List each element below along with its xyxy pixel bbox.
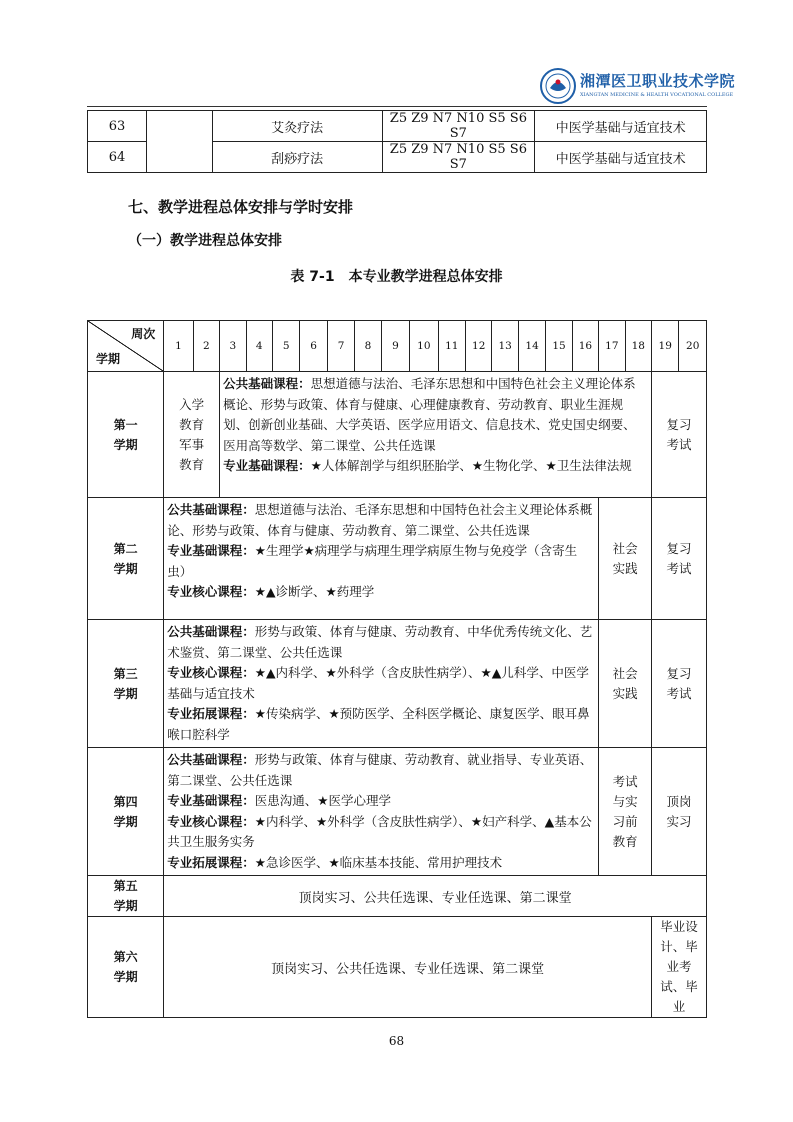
page-number: 68 xyxy=(388,1034,405,1048)
week-number-16: 16 xyxy=(572,321,598,372)
week-number-17: 17 xyxy=(599,321,625,372)
course-items: ★内科学、★外科学（含皮肤性病学）、★妇产科学、▲基本公共卫生服务实务 xyxy=(167,813,592,849)
exam-text: 复习考试 xyxy=(666,665,692,701)
week-number-9: 9 xyxy=(381,321,409,372)
college-name-cn: 湘潭医卫职业技术学院 xyxy=(580,72,736,90)
course-line xyxy=(167,853,595,874)
term-exam xyxy=(652,748,707,876)
term-end-text: 毕业设计、毕业考试、毕业 xyxy=(660,919,698,1014)
course-category: 公共基础课程： xyxy=(167,502,255,517)
course-category: 专业基础课程： xyxy=(167,543,255,558)
row-number: 63 xyxy=(88,111,147,142)
week-number-14: 14 xyxy=(518,321,545,372)
term-name xyxy=(88,876,164,917)
week-number-10: 10 xyxy=(410,321,438,372)
related-course: 中医学基础与适宜技术 xyxy=(535,142,707,173)
week-number-7: 7 xyxy=(327,321,354,372)
term-practice xyxy=(599,748,652,876)
corner-week-label: 周次 xyxy=(131,327,156,341)
header-rule xyxy=(87,106,707,107)
course-category: 专业基础课程： xyxy=(167,793,255,808)
exam-text: 复习考试 xyxy=(666,540,692,576)
week-number-8: 8 xyxy=(355,321,381,372)
term-name xyxy=(88,498,164,620)
course-category: 专业核心课程： xyxy=(167,665,255,680)
term-end-activity xyxy=(652,917,707,1018)
course-line xyxy=(223,374,648,456)
course-items: ★传染病学、★预防医学、全科医学概论、康复医学、眼耳鼻喉口腔科学 xyxy=(167,706,590,742)
course-items: 形势与政策、体育与健康、劳动教育、中华优秀传统文化、艺术鉴赏、第二课堂、公共任选课 xyxy=(167,624,593,660)
week-number-4: 4 xyxy=(246,321,272,372)
course-category: 公共基础课程： xyxy=(167,752,255,767)
term-row xyxy=(88,620,707,748)
week-number-15: 15 xyxy=(546,321,572,372)
practice-text: 考试与实习前教育 xyxy=(612,773,638,849)
subsection-title: （一）教学进程总体安排 xyxy=(128,233,282,249)
term-row xyxy=(88,876,707,917)
course-line xyxy=(167,500,595,541)
college-name-en: XIANGTAN MEDICINE & HEALTH VOCATIONAL COLLEGE xyxy=(580,92,734,98)
week-number-1: 1 xyxy=(164,321,193,372)
course-items: 形势与政策、体育与健康、劳动教育、就业指导、专业英语、第二课堂、公共任选课 xyxy=(167,752,593,788)
blank-cell xyxy=(146,111,212,173)
skill-codes: Z5 Z9 N7 N10 S5 S6 S7 xyxy=(382,111,535,142)
course-list xyxy=(220,372,652,498)
week-number-12: 12 xyxy=(466,321,492,372)
term-name-text: 第四学期 xyxy=(113,794,138,829)
term-row xyxy=(88,748,707,876)
course-line xyxy=(167,704,595,745)
skill-name: 艾灸疗法 xyxy=(212,111,382,142)
term-orientation xyxy=(164,372,220,498)
course-items: ★人体解剖学与组织胚胎学、★生物化学、★卫生法律法规 xyxy=(310,458,632,473)
college-emblem-icon xyxy=(540,68,576,104)
term-name xyxy=(88,748,164,876)
term-exam xyxy=(652,498,707,620)
term-name-text: 第六学期 xyxy=(113,950,138,984)
course-items: 思想道德与法治、毛泽东思想和中国特色社会主义理论体系概论、形势与政策、体育与健康、心理健康教育、劳动教育、职业生涯规划、创新创业基础、大学英语、医学应用语文、信息技术、党史国史纲要、医用高等数学、第二课堂、公共任选课 xyxy=(223,376,636,453)
week-number-11: 11 xyxy=(438,321,465,372)
table-row xyxy=(88,111,707,142)
term-exam xyxy=(652,620,707,748)
course-items: 医患沟通、★医学心理学 xyxy=(254,793,391,808)
course-line xyxy=(167,622,595,663)
course-line xyxy=(167,582,595,603)
term-row xyxy=(88,498,707,620)
exam-text: 复习考试 xyxy=(666,416,692,452)
course-items: ★▲诊断学、★药理学 xyxy=(254,584,375,599)
course-list xyxy=(164,748,599,876)
course-items: ★急诊医学、★临床基本技能、常用护理技术 xyxy=(254,854,503,870)
week-number-5: 5 xyxy=(272,321,299,372)
course-line xyxy=(167,663,595,704)
course-category: 公共基础课程： xyxy=(167,624,255,639)
week-number-20: 20 xyxy=(679,321,707,372)
course-category: 公共基础课程： xyxy=(223,376,311,391)
schedule-header-row xyxy=(88,321,707,372)
course-category: 专业基础课程： xyxy=(223,458,311,473)
term-name xyxy=(88,917,164,1018)
skill-codes: Z5 Z9 N7 N10 S5 S6 S7 xyxy=(382,142,535,173)
course-line xyxy=(167,791,595,812)
course-items: ★生理学★病理学与病理生理学病原生物与免疫学（含寄生虫） xyxy=(167,543,578,579)
orientation-text: 入学教育军事教育 xyxy=(179,396,205,472)
term-name-text: 第一学期 xyxy=(113,417,138,452)
section-title: 七、教学进程总体安排与学时安排 xyxy=(128,198,354,216)
course-mapping-table xyxy=(87,110,707,173)
teaching-schedule-table xyxy=(87,320,707,1018)
term-name xyxy=(88,372,164,498)
course-items: ★▲内科学、★外科学（含皮肤性病学）、★▲儿科学、中医学基础与适宜技术 xyxy=(167,665,589,701)
week-number-3: 3 xyxy=(220,321,246,372)
term-name-text: 第三学期 xyxy=(113,666,138,701)
course-line xyxy=(167,812,595,853)
table-caption: 表 7-1 本专业教学进程总体安排 xyxy=(290,269,503,285)
corner-diagonal xyxy=(88,321,163,371)
course-line xyxy=(167,541,595,582)
term-practice xyxy=(599,498,652,620)
course-line xyxy=(223,456,648,477)
term-activities: 顶岗实习、公共任选课、专业任选课、第二课堂 xyxy=(164,876,707,917)
week-number-2: 2 xyxy=(193,321,219,372)
college-logo xyxy=(540,68,736,104)
skill-name: 刮痧疗法 xyxy=(212,142,382,173)
term-name-text: 第五学期 xyxy=(113,879,138,913)
exam-text: 顶岗实习 xyxy=(666,793,692,829)
course-list xyxy=(164,620,599,748)
week-number-18: 18 xyxy=(625,321,651,372)
course-line xyxy=(167,750,595,791)
row-number: 64 xyxy=(88,142,147,173)
course-category: 专业拓展课程： xyxy=(167,706,255,721)
term-practice xyxy=(599,620,652,748)
term-activities: 顶岗实习、公共任选课、专业任选课、第二课堂 xyxy=(164,917,652,1018)
week-number-19: 19 xyxy=(652,321,679,372)
corner-cell xyxy=(88,321,164,372)
term-name-text: 第二学期 xyxy=(113,541,138,576)
course-category: 专业核心课程： xyxy=(167,584,255,599)
practice-text: 社会实践 xyxy=(612,665,638,701)
related-course: 中医学基础与适宜技术 xyxy=(535,111,707,142)
term-name xyxy=(88,620,164,748)
week-number-13: 13 xyxy=(492,321,518,372)
term-exam xyxy=(652,372,707,498)
term-row xyxy=(88,917,707,1018)
course-category: 专业拓展课程： xyxy=(167,854,255,870)
term-row xyxy=(88,372,707,498)
course-category: 专业核心课程： xyxy=(167,813,255,829)
course-list xyxy=(164,498,599,620)
course-items: 思想道德与法治、毛泽东思想和中国特色社会主义理论体系概论、形势与政策、体育与健康、劳动教育、第二课堂、公共任选课 xyxy=(167,502,593,538)
week-number-6: 6 xyxy=(300,321,327,372)
practice-text: 社会实践 xyxy=(612,540,638,576)
corner-term-label: 学期 xyxy=(96,352,121,366)
